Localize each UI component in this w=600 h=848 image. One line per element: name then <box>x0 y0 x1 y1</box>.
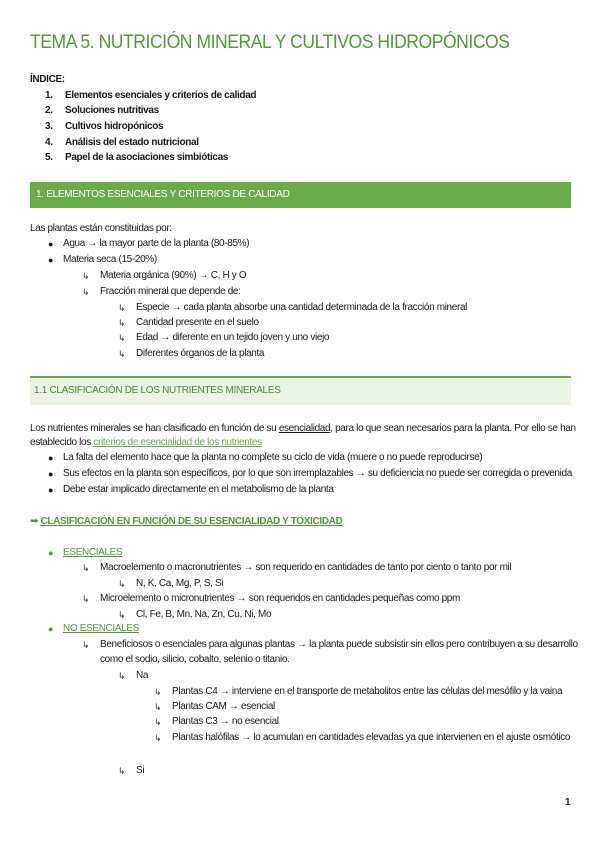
list-item: Plantas CAM → esencial <box>172 701 275 712</box>
index-item-4: Análisis del estado nutricional <box>65 137 199 148</box>
paragraph-line-1: Los nutrientes minerales se han clasificado en función de su esencialidad, para lo que sean necesarios para la planta. Por ello se han <box>30 423 576 434</box>
bullet-icon: ● <box>48 469 54 479</box>
sub-arrow-icon: ↳ <box>118 333 126 343</box>
bullet-icon: ● <box>48 485 54 495</box>
section-1-1-heading: 1.1 CLASIFICACIÓN DE LOS NUTRIENTES MINERALES <box>34 385 281 396</box>
list-item: Cantidad presente en el suelo <box>136 317 259 328</box>
list-item: Microelemento o micronutrientes → son requeridos en cantidades pequeñas como ppm <box>100 593 460 604</box>
sub-arrow-icon: ↳ <box>118 579 126 589</box>
sub-arrow-icon: ↳ <box>82 271 90 281</box>
esenciales-label: ESENCIALES <box>63 547 123 558</box>
paragraph-line-2: establecido los criterios de esencialidad de los nutrientes <box>30 437 262 448</box>
bullet-icon: ● <box>48 255 54 265</box>
section-1-heading: 1. ELEMENTOS ESENCIALES Y CRITERIOS DE CALIDAD <box>36 189 290 200</box>
list-item: Plantas halófilas → lo acumulan en cantidades elevadas ya que intervienen en el ajuste osmótico <box>172 732 571 743</box>
index-item-1: Elementos esenciales y criterios de calidad <box>65 90 257 101</box>
sub-arrow-icon: ↳ <box>118 303 126 313</box>
list-item: Materia seca (15-20%) <box>63 254 157 265</box>
index-num-5: 5. <box>45 152 53 163</box>
sub-arrow-icon: ↳ <box>154 702 162 712</box>
sub-arrow-icon: ↳ <box>154 717 162 727</box>
list-item: Na <box>136 670 149 681</box>
sub-arrow-icon: ↳ <box>154 687 162 697</box>
bullet-icon: ● <box>48 548 54 558</box>
list-item-continuation: como el sodio, silicio, cobalto, selenio o titanio. <box>100 654 290 665</box>
index-item-5: Papel de la asociaciones simbióticas <box>65 152 229 163</box>
classification-heading-row <box>30 516 342 527</box>
list-item: Sus efectos en la planta son específicos, por lo que son irremplazables → su deficiencia no puede ser corregida o prevenida <box>63 468 572 479</box>
section-1-band <box>30 182 571 208</box>
list-item: Diferentes órganos de la planta <box>136 348 265 359</box>
sub-arrow-icon: ↳ <box>82 594 90 604</box>
index-label: ÍNDICE: <box>30 74 65 85</box>
list-item: Beneficiosos o esenciales para algunas plantas → la planta puede subsistir sin ellos pero contribuyen a su desarrollo <box>100 639 578 650</box>
section-1-intro: Las plantas están constituidas por: <box>30 223 172 234</box>
sub-arrow-icon: ↳ <box>118 766 126 776</box>
list-item: Plantas C3 → no esencial <box>172 716 279 727</box>
sub-arrow-icon: ↳ <box>118 671 126 681</box>
list-item: Debe estar implicado directamente en el metabolismo de la planta <box>63 484 334 495</box>
bullet-icon: ● <box>48 453 54 463</box>
list-item: Fracción mineral que depende de: <box>100 286 241 297</box>
classification-heading: CLASIFICACIÓN EN FUNCIÓN DE SU ESENCIALIDAD Y TOXICIDAD <box>40 516 343 527</box>
bullet-icon: ● <box>48 624 54 634</box>
index-num-1: 1. <box>45 90 53 101</box>
index-item-2: Soluciones nutritivas <box>65 105 159 116</box>
list-item: Especie → cada planta absorbe una cantidad determinada de la fracción mineral <box>136 302 468 313</box>
list-item: Edad → diferente en un tejido joven y uno viejo <box>136 332 330 343</box>
index-num-2: 2. <box>45 105 53 116</box>
sub-arrow-icon: ↳ <box>82 287 90 297</box>
list-item: Plantas C4 → interviene en el transporte de metabolitos entre las células del mesófilo y la vaina <box>172 686 563 697</box>
section-1-1-band <box>30 376 571 405</box>
arrow-right-icon: ➡ <box>30 516 39 527</box>
index-num-3: 3. <box>45 121 53 132</box>
list-item: La falta del elemento hace que la planta no complete su ciclo de vida (muere o no puede reproducirse) <box>63 452 483 463</box>
list-item: Materia orgánica (90%) → C, H y O <box>100 270 247 281</box>
index-num-4: 4. <box>45 137 53 148</box>
list-item: Cl, Fe, B, Mn, Na, Zn, Cu, Ni, Mo <box>136 609 272 620</box>
sub-arrow-icon: ↳ <box>118 610 126 620</box>
list-item: N, K, Ca, Mg, P, S, Si <box>136 578 224 589</box>
list-item: Macroelemento o macronutrientes → son requerido en cantidades de tanto por ciento o tanto por mil <box>100 562 512 573</box>
criteria-link[interactable]: criterios de esencialidad de los nutrientes <box>93 437 262 448</box>
list-item: Si <box>136 765 145 776</box>
sub-arrow-icon: ↳ <box>154 733 162 743</box>
sub-arrow-icon: ↳ <box>118 349 126 359</box>
underlined-term: esencialidad <box>278 423 331 434</box>
list-item: Agua → la mayor parte de la planta (80-85%) <box>63 238 250 249</box>
index-item-3: Cultivos hidropónicos <box>65 121 164 132</box>
sub-arrow-icon: ↳ <box>82 640 90 650</box>
page-title: TEMA 5. NUTRICIÓN MINERAL Y CULTIVOS HIDROPÓNICOS <box>30 31 510 53</box>
sub-arrow-icon: ↳ <box>82 563 90 573</box>
bullet-icon: ● <box>48 239 54 249</box>
page-number: 1 <box>565 797 571 808</box>
no-esenciales-label: NO ESENCIALES <box>63 623 140 634</box>
sub-arrow-icon: ↳ <box>118 318 126 328</box>
